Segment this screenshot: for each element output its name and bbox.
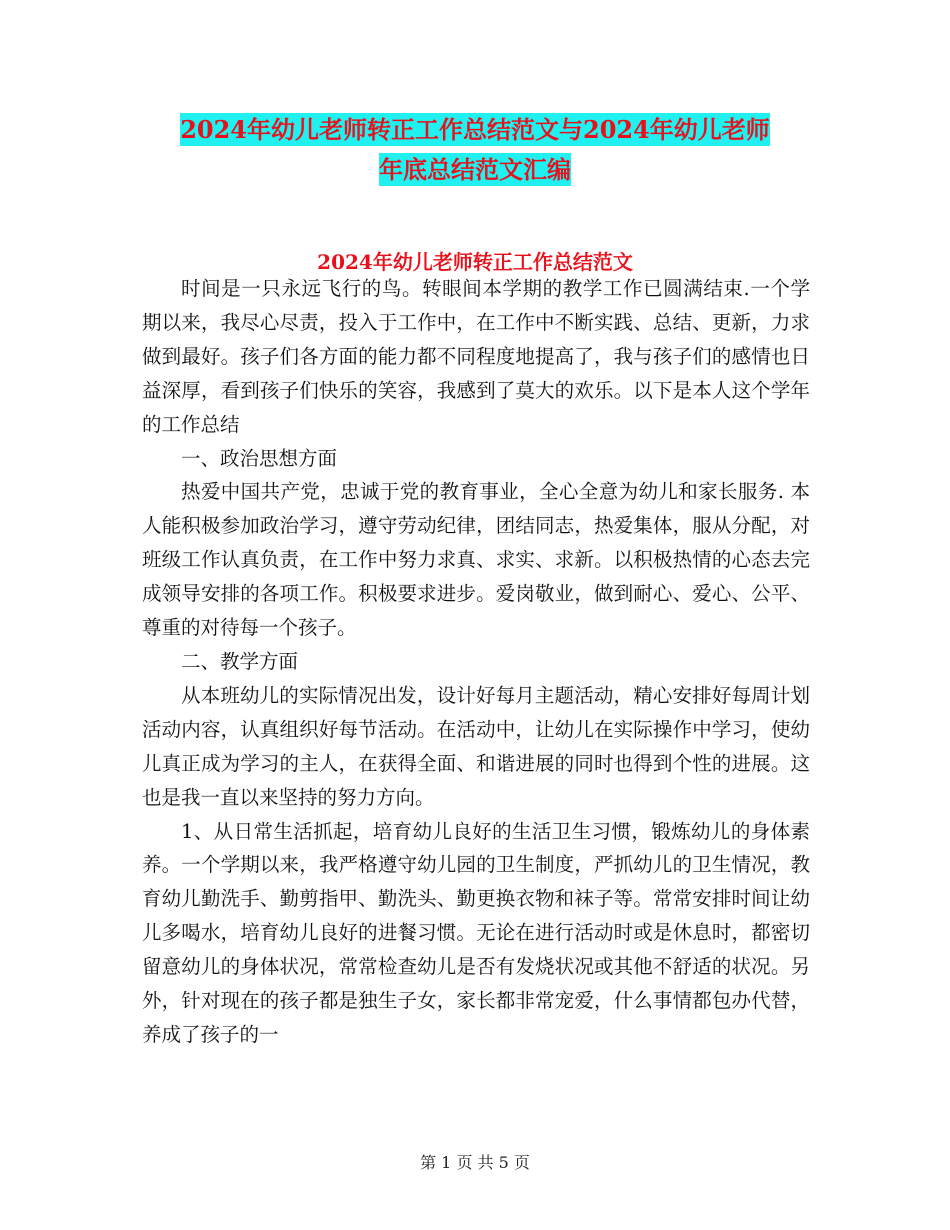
title-line-1: 2024年幼儿老师转正工作总结范文与2024年幼儿老师 (180, 115, 770, 144)
paragraph-teaching: 从本班幼儿的实际情况出发，设计好每月主题活动，精心安排好每周计划活动内容，认真组织好每节活动。在活动中，让幼儿在实际操作中学习，使幼儿真正成为学习的主人，在获得全面、和谐进展的同时也得到个性的进展。这也是我一直以来坚持的努力方向。 (142, 683, 810, 809)
title-line-2: 年底总结范文汇编 (379, 155, 571, 184)
heading-teaching: 二、教学方面 (181, 649, 299, 673)
page-footer: 第 1 页 共 5 页 (420, 1153, 530, 1172)
paragraph-daily-life: 1、从日常生活抓起，培育幼儿良好的生活卫生习惯，锻炼幼儿的身体素养。一个学期以来，我严格遵守幼儿园的卫生制度，严抓幼儿的卫生情况，教育幼儿勤洗手、勤剪指甲、勤洗头、勤更换衣物和袜子等。常常安排时间让幼儿多喝水，培育幼儿良好的进餐习惯。无论在进行活动时或是休息时，都密切留意幼儿的身体状况，常常检查幼儿是否有发烧状况或其他不舒适的状况。另外，针对现在的孩子都是独生子女，家长都非常宠爱，什么事情都包办代替，养成了孩子的一 (142, 819, 810, 1046)
document-body (142, 272, 810, 1052)
heading-political: 一、政治思想方面 (181, 446, 338, 470)
document-title (0, 110, 950, 190)
paragraph-intro: 时间是一只永远飞行的鸟。转眼间本学期的教学工作已圆满结束.一个学期以来，我尽心尽责，投入于工作中，在工作中不断实践、总结、更新，力求做到最好。孩子们各方面的能力都不同程度地提高了，我与孩子们的感情也日益深厚，看到孩子们快乐的笑容，我感到了莫大的欢乐。以下是本人这个学年的工作总结 (142, 277, 810, 436)
paragraph-political: 热爱中国共产党，忠诚于党的教育事业，全心全意为幼儿和家长服务. 本人能积极参加政治学习，遵守劳动纪律，团结同志，热爱集体，服从分配，对班级工作认真负责，在工作中努力求真、求实、求新。以积极热情的心态去完成领导安排的各项工作。积极要求进步。爱岗敬业，做到耐心、爱心、公平、尊重的对待每一个孩子。 (142, 480, 810, 640)
section-title: 2024年幼儿老师转正工作总结范文 (317, 250, 633, 274)
